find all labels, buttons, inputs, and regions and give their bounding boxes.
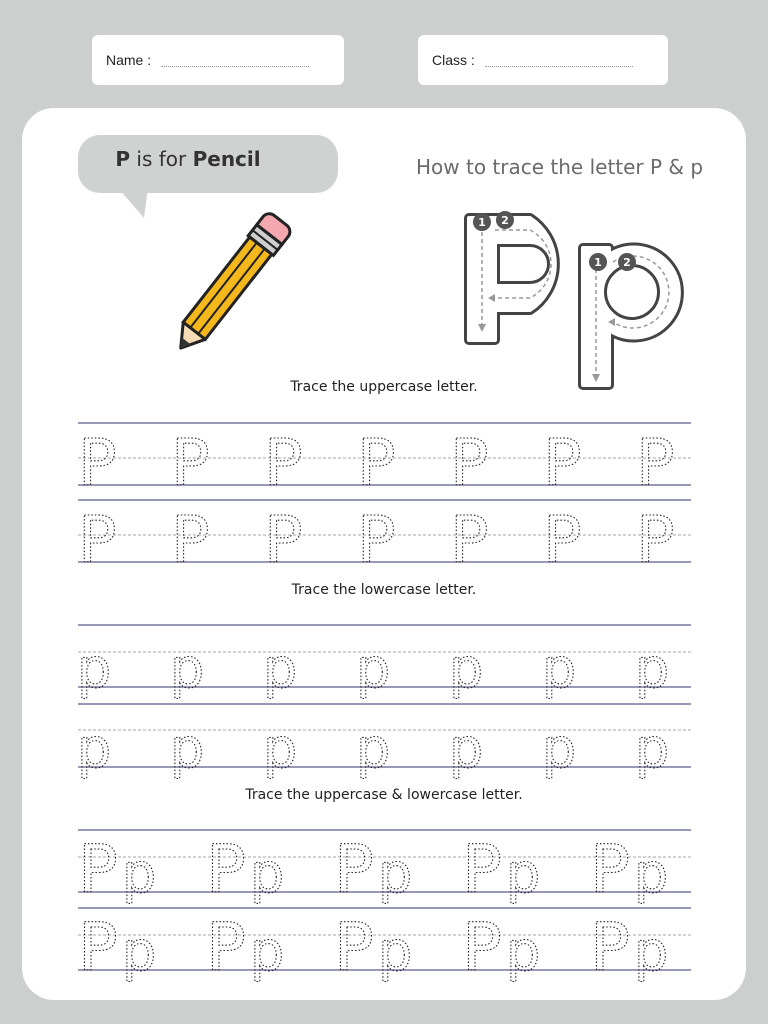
trace-combined-uppercase-p[interactable]: P: [334, 909, 374, 986]
instruction-lowercase: Trace the lowercase letter.: [291, 582, 477, 598]
trace-lowercase-p[interactable]: p: [542, 717, 577, 780]
trace-combined-lowercase-p[interactable]: p: [506, 920, 541, 983]
trace-lowercase-p[interactable]: p: [449, 717, 484, 780]
how-to-title: How to trace the letter P & p: [416, 155, 704, 179]
step-1-badge-upper: 1: [478, 216, 486, 229]
trace-combined-uppercase-p[interactable]: P: [334, 831, 374, 908]
trace-uppercase-p[interactable]: P: [636, 427, 675, 501]
step-2-badge-upper: 2: [501, 214, 509, 227]
instruction-uppercase: Trace the uppercase letter.: [290, 379, 478, 395]
trace-combined-lowercase-p[interactable]: p: [122, 842, 157, 905]
trace-uppercase-p[interactable]: P: [264, 504, 303, 578]
trace-combined-lowercase-p[interactable]: p: [250, 842, 285, 905]
trace-uppercase-p[interactable]: P: [543, 427, 582, 501]
step-1-badge-lower: 1: [594, 256, 602, 269]
trace-combined-uppercase-p[interactable]: P: [206, 831, 246, 908]
trace-uppercase-p[interactable]: P: [450, 427, 489, 501]
trace-combined-uppercase-p[interactable]: P: [78, 909, 118, 986]
trace-uppercase-p[interactable]: P: [543, 504, 582, 578]
trace-uppercase-p[interactable]: P: [357, 504, 396, 578]
trace-lowercase-p[interactable]: p: [170, 637, 205, 700]
trace-combined-uppercase-p[interactable]: P: [462, 831, 502, 908]
trace-combined-lowercase-p[interactable]: p: [634, 920, 669, 983]
trace-lowercase-p[interactable]: p: [356, 637, 391, 700]
step-2-badge-lower: 2: [623, 256, 631, 269]
trace-uppercase-p[interactable]: P: [450, 504, 489, 578]
trace-uppercase-p[interactable]: P: [78, 504, 117, 578]
trace-lowercase-p[interactable]: p: [77, 637, 112, 700]
trace-uppercase-p[interactable]: P: [357, 427, 396, 501]
bubble-connector: is for: [130, 147, 193, 171]
trace-lowercase-p[interactable]: p: [542, 637, 577, 700]
trace-uppercase-p[interactable]: P: [171, 504, 210, 578]
trace-combined-lowercase-p[interactable]: p: [506, 842, 541, 905]
trace-combined-lowercase-p[interactable]: p: [378, 842, 413, 905]
trace-combined-uppercase-p[interactable]: P: [462, 909, 502, 986]
class-label: Class :: [432, 52, 475, 68]
name-label: Name :: [106, 52, 152, 68]
trace-uppercase-p[interactable]: P: [171, 427, 210, 501]
trace-combined-lowercase-p[interactable]: p: [122, 920, 157, 983]
trace-lowercase-p[interactable]: p: [170, 717, 205, 780]
instruction-combined: Trace the uppercase & lowercase letter.: [245, 787, 523, 803]
trace-combined-uppercase-p[interactable]: P: [590, 909, 630, 986]
trace-combined-uppercase-p[interactable]: P: [206, 909, 246, 986]
bubble-letter: P: [115, 147, 131, 171]
trace-combined-lowercase-p[interactable]: p: [378, 920, 413, 983]
trace-lowercase-p[interactable]: p: [77, 717, 112, 780]
trace-combined-uppercase-p[interactable]: P: [590, 831, 630, 908]
trace-lowercase-p[interactable]: p: [356, 717, 391, 780]
trace-lowercase-p[interactable]: p: [263, 637, 298, 700]
trace-combined-lowercase-p[interactable]: p: [634, 842, 669, 905]
trace-combined-uppercase-p[interactable]: P: [78, 831, 118, 908]
trace-lowercase-p[interactable]: p: [635, 717, 670, 780]
trace-combined-lowercase-p[interactable]: p: [250, 920, 285, 983]
trace-lowercase-p[interactable]: p: [449, 637, 484, 700]
trace-lowercase-p[interactable]: p: [263, 717, 298, 780]
bubble-word: Pencil: [192, 147, 261, 171]
trace-lowercase-p[interactable]: p: [635, 637, 670, 700]
trace-letters[interactable]: [77, 427, 675, 986]
trace-uppercase-p[interactable]: P: [636, 504, 675, 578]
trace-uppercase-p[interactable]: P: [78, 427, 117, 501]
trace-uppercase-p[interactable]: P: [264, 427, 303, 501]
